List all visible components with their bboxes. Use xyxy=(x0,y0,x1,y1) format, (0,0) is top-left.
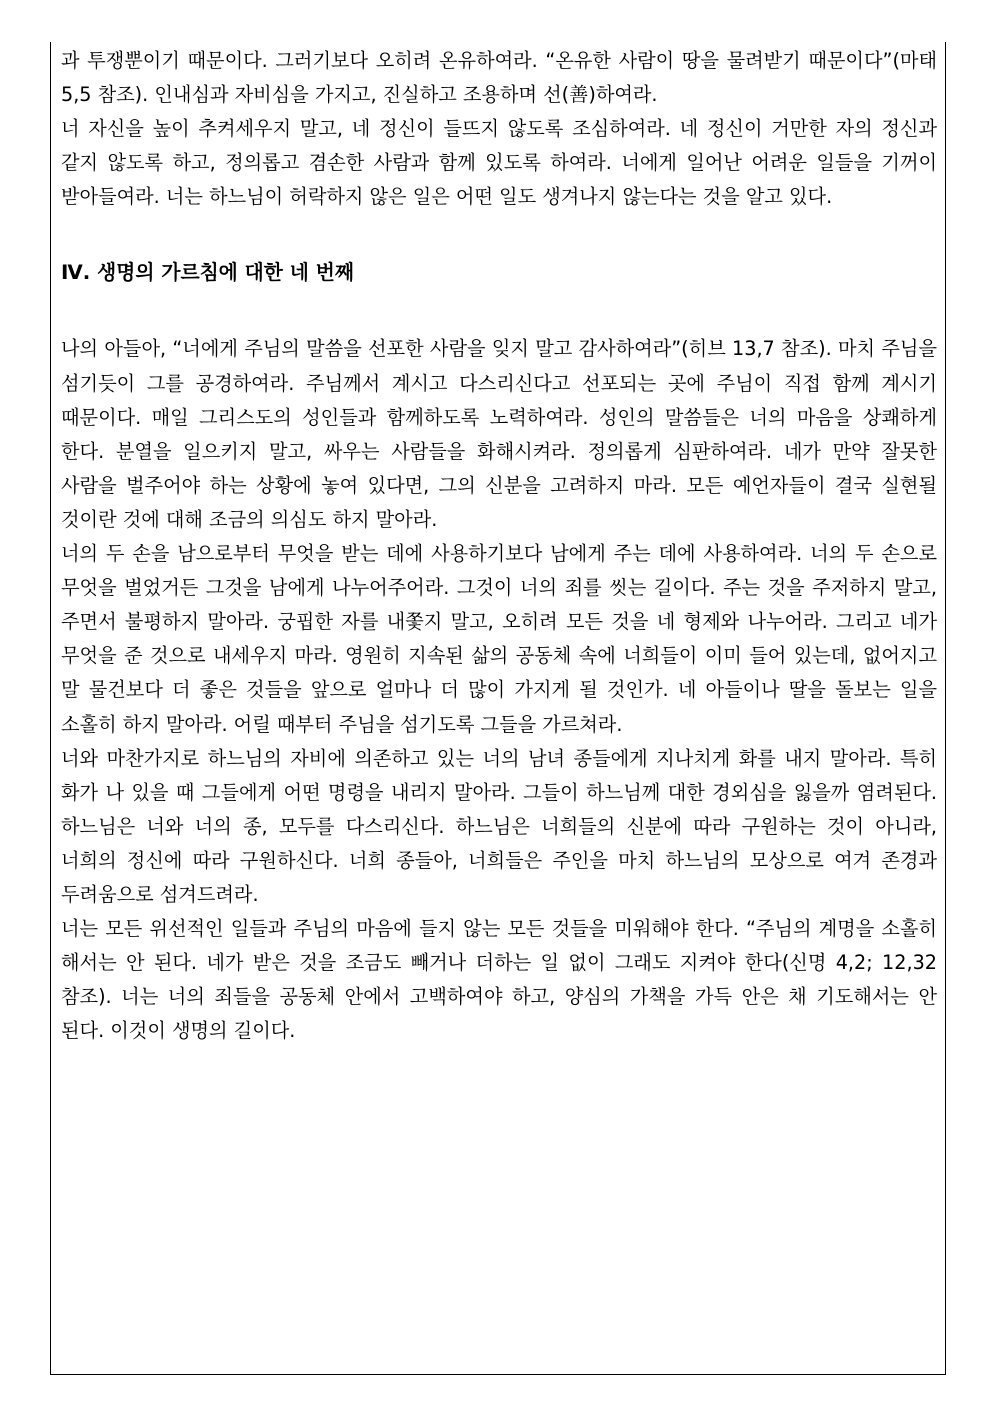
paragraph: 너의 두 손을 남으로부터 무엇을 받는 데에 사용하기보다 남에게 주는 데에 사용하여라. 너의 두 손으로 무엇을 벌었거든 그것을 남에게 나누어주어라. 그것이 너의 죄를 씻는 길이다. 주는 것을 주저하지 말고, 주면서 불평하지 말아라. 궁핍한 자를 내쫓지 말고, 오히려 모든 것을 네 형제와 나누어라. 그리고 네가 무엇을 준 것으로 내세우지 마라. 영원히 지속된 삶의 공동체 속에 너희들이 이미 들어 있는데, 없어지고 말 물건보다 더 좋은 것들을 앞으로 얼마나 더 많이 가지게 될 것인가. 네 아들이나 딸을 돌보는 일을 소홀히 하지 말아라. 어릴 때부터 주님을 섬기도록 그들을 가르쳐라. xyxy=(61,542,937,736)
document-body xyxy=(61,44,937,1048)
paragraph: 나의 아들아, “너에게 주님의 말씀을 선포한 사람을 잊지 말고 감사하여라”(히브 13,7 참조). 마치 주님을 섬기듯이 그를 공경하여라. 주님께서 계시고 다스리신다고 선포되는 곳에 주님이 직접 함께 계시기 때문이다. 매일 그리스도의 성인들과 함께하도록 노력하여라. 성인의 말씀들은 너의 마음을 상쾌하게 한다. 분열을 일으키지 말고, 싸우는 사람들을 화해시켜라. 정의롭게 심판하여라. 네가 만약 잘못한 사람을 벌주어야 하는 상황에 놓여 있다면, 그의 신분을 고려하지 마라. 모든 예언자들이 결국 실현될 것이란 것에 대해 조금의 의심도 하지 말아라. xyxy=(61,337,937,531)
section-heading: Ⅳ. 생명의 가르침에 대한 네 번째 xyxy=(61,261,354,285)
paragraph: 너와 마찬가지로 하느님의 자비에 의존하고 있는 너의 남녀 종들에게 지나치게 화를 내지 말아라. 특히 화가 나 있을 때 그들에게 어떤 명령을 내리지 말아라. 그들이 하느님께 대한 경외심을 잃을까 염려된다. 하느님은 너와 너의 종, 모두를 다스리신다. 하느님은 너희들의 신분에 따라 구원하는 것이 아니라, 너희의 정신에 따라 구원하신다. 너희 종들아, 너희들은 주인을 마치 하느님의 모상으로 여겨 존경과 두려움으로 섬겨드려라. xyxy=(61,746,937,906)
paragraph-continuation: 과 투쟁뿐이기 때문이다. 그러기보다 오히려 온유하여라. “온유한 사람이 땅을 물려받기 때문이다”(마태 5,5 참조). 인내심과 자비심을 가지고, 진실하고 조용하며 선(善)하여라. xyxy=(61,49,937,107)
paragraph: 너 자신을 높이 추켜세우지 말고, 네 정신이 들뜨지 않도록 조심하여라. 네 정신이 거만한 자의 정신과 같지 않도록 하고, 정의롭고 겸손한 사람과 함께 있도록 하여라. 너에게 일어난 어려운 일들을 기꺼이 받아들여라. 너는 하느님이 허락하지 않은 일은 어떤 일도 생겨나지 않는다는 것을 알고 있다. xyxy=(61,117,937,209)
paragraph: 너는 모든 위선적인 일들과 주님의 마음에 들지 않는 모든 것들을 미워해야 한다. “주님의 계명을 소홀히 해서는 안 된다. 네가 받은 것을 조금도 빼거나 더하는 일 없이 그래도 지켜야 한다(신명 4,2; 12,32 참조). 너는 너의 죄들을 공동체 안에서 고백하여야 하고, 양심의 가책을 가득 안은 채 기도해서는 안 된다. 이것이 생명의 길이다. xyxy=(61,917,937,1043)
